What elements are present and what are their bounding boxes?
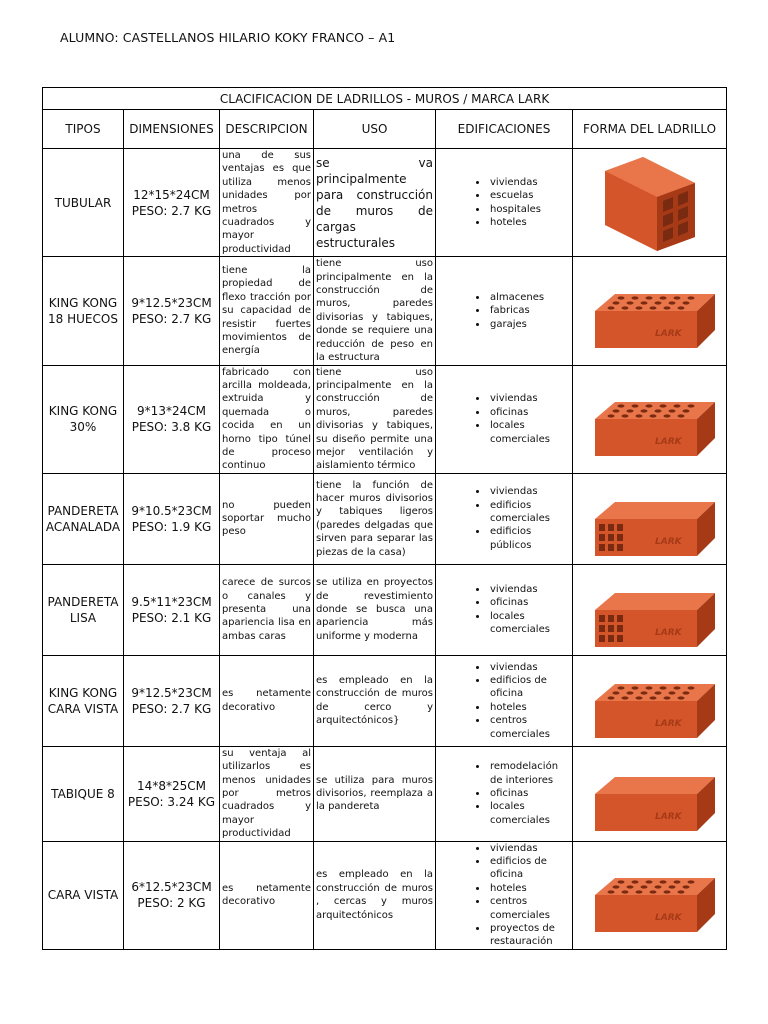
list-item: • proyectos de restauración xyxy=(488,922,572,949)
list-item: • edificios de oficina xyxy=(488,855,572,882)
cell-forma xyxy=(573,365,727,473)
cell-forma xyxy=(573,564,727,655)
cell-dimensiones xyxy=(124,841,220,949)
pandereta-acanalada-brick-image xyxy=(573,474,726,564)
header-descripcion: DESCRIPCION xyxy=(220,110,314,149)
dimension-value: 14*8*25CM xyxy=(137,778,206,793)
cell-forma xyxy=(573,473,727,564)
edificaciones-list xyxy=(436,760,572,827)
list-item: • garajes xyxy=(488,318,572,331)
dimension-value: 9*12.5*23CM xyxy=(131,685,212,700)
list-item: • edificios de oficina xyxy=(488,674,572,701)
tubular-brick-image xyxy=(573,151,726,255)
weight-value: PESO: 1.9 KG xyxy=(131,519,212,534)
list-item: • locales comerciales xyxy=(488,610,572,637)
list-item: • locales comerciales xyxy=(488,800,572,827)
dimension-value: 9*10.5*23CM xyxy=(131,503,212,518)
edificaciones-list xyxy=(436,583,572,637)
cara-vista-brick-image xyxy=(573,850,726,940)
tabique-8-brick-image xyxy=(573,749,726,839)
cell-forma xyxy=(573,149,727,257)
cell-dimensiones xyxy=(124,257,220,365)
cell-dimensiones xyxy=(124,564,220,655)
list-item: • viviendas xyxy=(488,661,572,674)
dimension-value: 9*12.5*23CM xyxy=(131,295,212,310)
weight-value: PESO: 3.8 KG xyxy=(131,420,212,435)
cell-uso: es empleado en la construcción de muros , cercas y muros arquitectónicos xyxy=(314,841,436,949)
table-row xyxy=(43,149,727,257)
dimension-value: 12*15*24CM xyxy=(133,187,210,202)
weight-value: PESO: 2.7 KG xyxy=(131,311,212,326)
cell-descripcion: no pueden soportar mucho peso xyxy=(220,473,314,564)
weight-value: PESO: 2.7 KG xyxy=(131,203,212,218)
table-row xyxy=(43,257,727,365)
list-item: • edificios públicos xyxy=(488,525,572,552)
cell-uso: tiene uso principalmente en la construcción de muros, paredes divisorias y tabiques, donde se requiere una reducción de peso en la estructura xyxy=(314,257,436,365)
list-item: • fabricas xyxy=(488,304,572,317)
svg-text:LARK: LARK xyxy=(654,627,682,638)
cell-forma xyxy=(573,655,727,746)
list-item: • viviendas xyxy=(488,485,572,498)
cell-edificaciones xyxy=(436,473,573,564)
list-item: • hoteles xyxy=(488,216,572,229)
cell-tipo: TUBULAR xyxy=(43,149,124,257)
header-uso: USO xyxy=(314,110,436,149)
weight-value: PESO: 2 KG xyxy=(137,896,206,911)
king-kong-cara-vista-brick-image xyxy=(573,656,726,746)
cell-descripcion: carece de surcos o canales y presenta una apariencia lisa en ambas caras xyxy=(220,564,314,655)
cell-tipo: KING KONG 30% xyxy=(43,365,124,473)
table-row xyxy=(43,655,727,746)
cell-tipo: KING KONG 18 HUECOS xyxy=(43,257,124,365)
weight-value: PESO: 2.1 KG xyxy=(131,610,212,625)
list-item: • escuelas xyxy=(488,189,572,202)
list-item: • oficinas xyxy=(488,406,572,419)
list-item: • remodelación de interiores xyxy=(488,760,572,787)
edificaciones-list xyxy=(436,485,572,552)
svg-text:LARK: LARK xyxy=(654,811,682,822)
edificaciones-list xyxy=(436,661,572,741)
list-item: • oficinas xyxy=(488,596,572,609)
svg-text:LARK: LARK xyxy=(654,328,682,339)
cell-dimensiones xyxy=(124,473,220,564)
king-kong-30-brick-image xyxy=(573,374,726,464)
list-item: • edificios comerciales xyxy=(488,499,572,526)
cell-dimensiones xyxy=(124,365,220,473)
cell-edificaciones xyxy=(436,564,573,655)
cell-edificaciones xyxy=(436,365,573,473)
cell-tipo: CARA VISTA xyxy=(43,841,124,949)
cell-descripcion: una de sus ventajas es que utiliza menos unidades por metros cuadrados y mayor productividad xyxy=(220,149,314,257)
table-row xyxy=(43,564,727,655)
list-item: • hoteles xyxy=(488,701,572,714)
list-item: • oficinas xyxy=(488,787,572,800)
cell-uso: se utiliza para muros divisorios, reemplaza a la pandereta xyxy=(314,746,436,841)
cell-uso: es empleado en la construcción de muros de cerco y arquitectónicos} xyxy=(314,655,436,746)
table-title: CLACIFICACION DE LADRILLOS - MUROS / MARCA LARK xyxy=(43,88,727,110)
cell-edificaciones xyxy=(436,841,573,949)
list-item: • almacenes xyxy=(488,291,572,304)
cell-forma xyxy=(573,257,727,365)
student-name: ALUMNO: CASTELLANOS HILARIO KOKY FRANCO – A1 xyxy=(60,30,396,45)
edificaciones-list xyxy=(436,176,572,230)
list-item: • centros comerciales xyxy=(488,895,572,922)
table-row xyxy=(43,365,727,473)
cell-forma xyxy=(573,746,727,841)
cell-uso: tiene uso principalmente en la construcción de muros, paredes divisorias y tabiques, su diseño permite una mejor ventilación y aislamiento térmico xyxy=(314,365,436,473)
header-dimensiones: DIMENSIONES xyxy=(124,110,220,149)
svg-text:LARK: LARK xyxy=(654,437,682,448)
cell-tipo: PANDERETA LISA xyxy=(43,564,124,655)
edificaciones-list xyxy=(436,392,572,446)
cell-descripcion: es netamente decorativo xyxy=(220,655,314,746)
cell-uso: se va principalmente para construcción de muros de cargas estructurales xyxy=(314,149,436,257)
cell-dimensiones xyxy=(124,149,220,257)
svg-text:LARK: LARK xyxy=(654,913,682,924)
cell-tipo: PANDERETA ACANALADA xyxy=(43,473,124,564)
list-item: • hospitales xyxy=(488,203,572,216)
cell-edificaciones xyxy=(436,746,573,841)
table-row xyxy=(43,841,727,949)
list-item: • viviendas xyxy=(488,583,572,596)
brick-classification-table xyxy=(42,87,727,950)
cell-uso: se utiliza en proyectos de revestimiento donde se busca una apariencia más uniforme y moderna xyxy=(314,564,436,655)
table-header-row xyxy=(43,110,727,149)
list-item: • viviendas xyxy=(488,176,572,189)
weight-value: PESO: 2.7 KG xyxy=(131,701,212,716)
pandereta-lisa-brick-image xyxy=(573,565,726,655)
cell-descripcion: es netamente decorativo xyxy=(220,841,314,949)
cell-tipo: KING KONG CARA VISTA xyxy=(43,655,124,746)
list-item: • viviendas xyxy=(488,842,572,855)
edificaciones-list xyxy=(436,291,572,331)
header-edificaciones: EDIFICACIONES xyxy=(436,110,573,149)
table-row xyxy=(43,746,727,841)
list-item: • hoteles xyxy=(488,882,572,895)
dimension-value: 6*12.5*23CM xyxy=(131,880,212,895)
cell-forma xyxy=(573,841,727,949)
list-item: • viviendas xyxy=(488,392,572,405)
cell-edificaciones xyxy=(436,655,573,746)
svg-text:LARK: LARK xyxy=(654,718,682,729)
dimension-value: 9*13*24CM xyxy=(137,404,206,419)
table-row xyxy=(43,473,727,564)
header-forma: FORMA DEL LADRILLO xyxy=(573,110,727,149)
cell-edificaciones xyxy=(436,149,573,257)
cell-uso: tiene la función de hacer muros divisorios y tabiques ligeros (paredes delgadas que sirven para separar las piezas de la casa) xyxy=(314,473,436,564)
cell-dimensiones xyxy=(124,746,220,841)
cell-dimensiones xyxy=(124,655,220,746)
cell-descripcion: su ventaja al utilizarlos es menos unidades por metros cuadrados y mayor productividad xyxy=(220,746,314,841)
header-tipos: TIPOS xyxy=(43,110,124,149)
cell-descripcion: tiene la propiedad de flexo tracción por su capacidad de resistir fuertes movimientos de energía xyxy=(220,257,314,365)
edificaciones-list xyxy=(436,842,572,949)
weight-value: PESO: 3.24 KG xyxy=(127,794,216,809)
dimension-value: 9.5*11*23CM xyxy=(131,594,212,609)
list-item: • locales comerciales xyxy=(488,419,572,446)
list-item: • centros comerciales xyxy=(488,714,572,741)
svg-text:LARK: LARK xyxy=(654,536,682,547)
cell-edificaciones xyxy=(436,257,573,365)
king-kong-18-brick-image xyxy=(573,266,726,356)
cell-tipo: TABIQUE 8 xyxy=(43,746,124,841)
cell-descripcion: fabricado con arcilla moldeada, extruida y quemada o cocida en un horno tipo túnel de proceso continuo xyxy=(220,365,314,473)
